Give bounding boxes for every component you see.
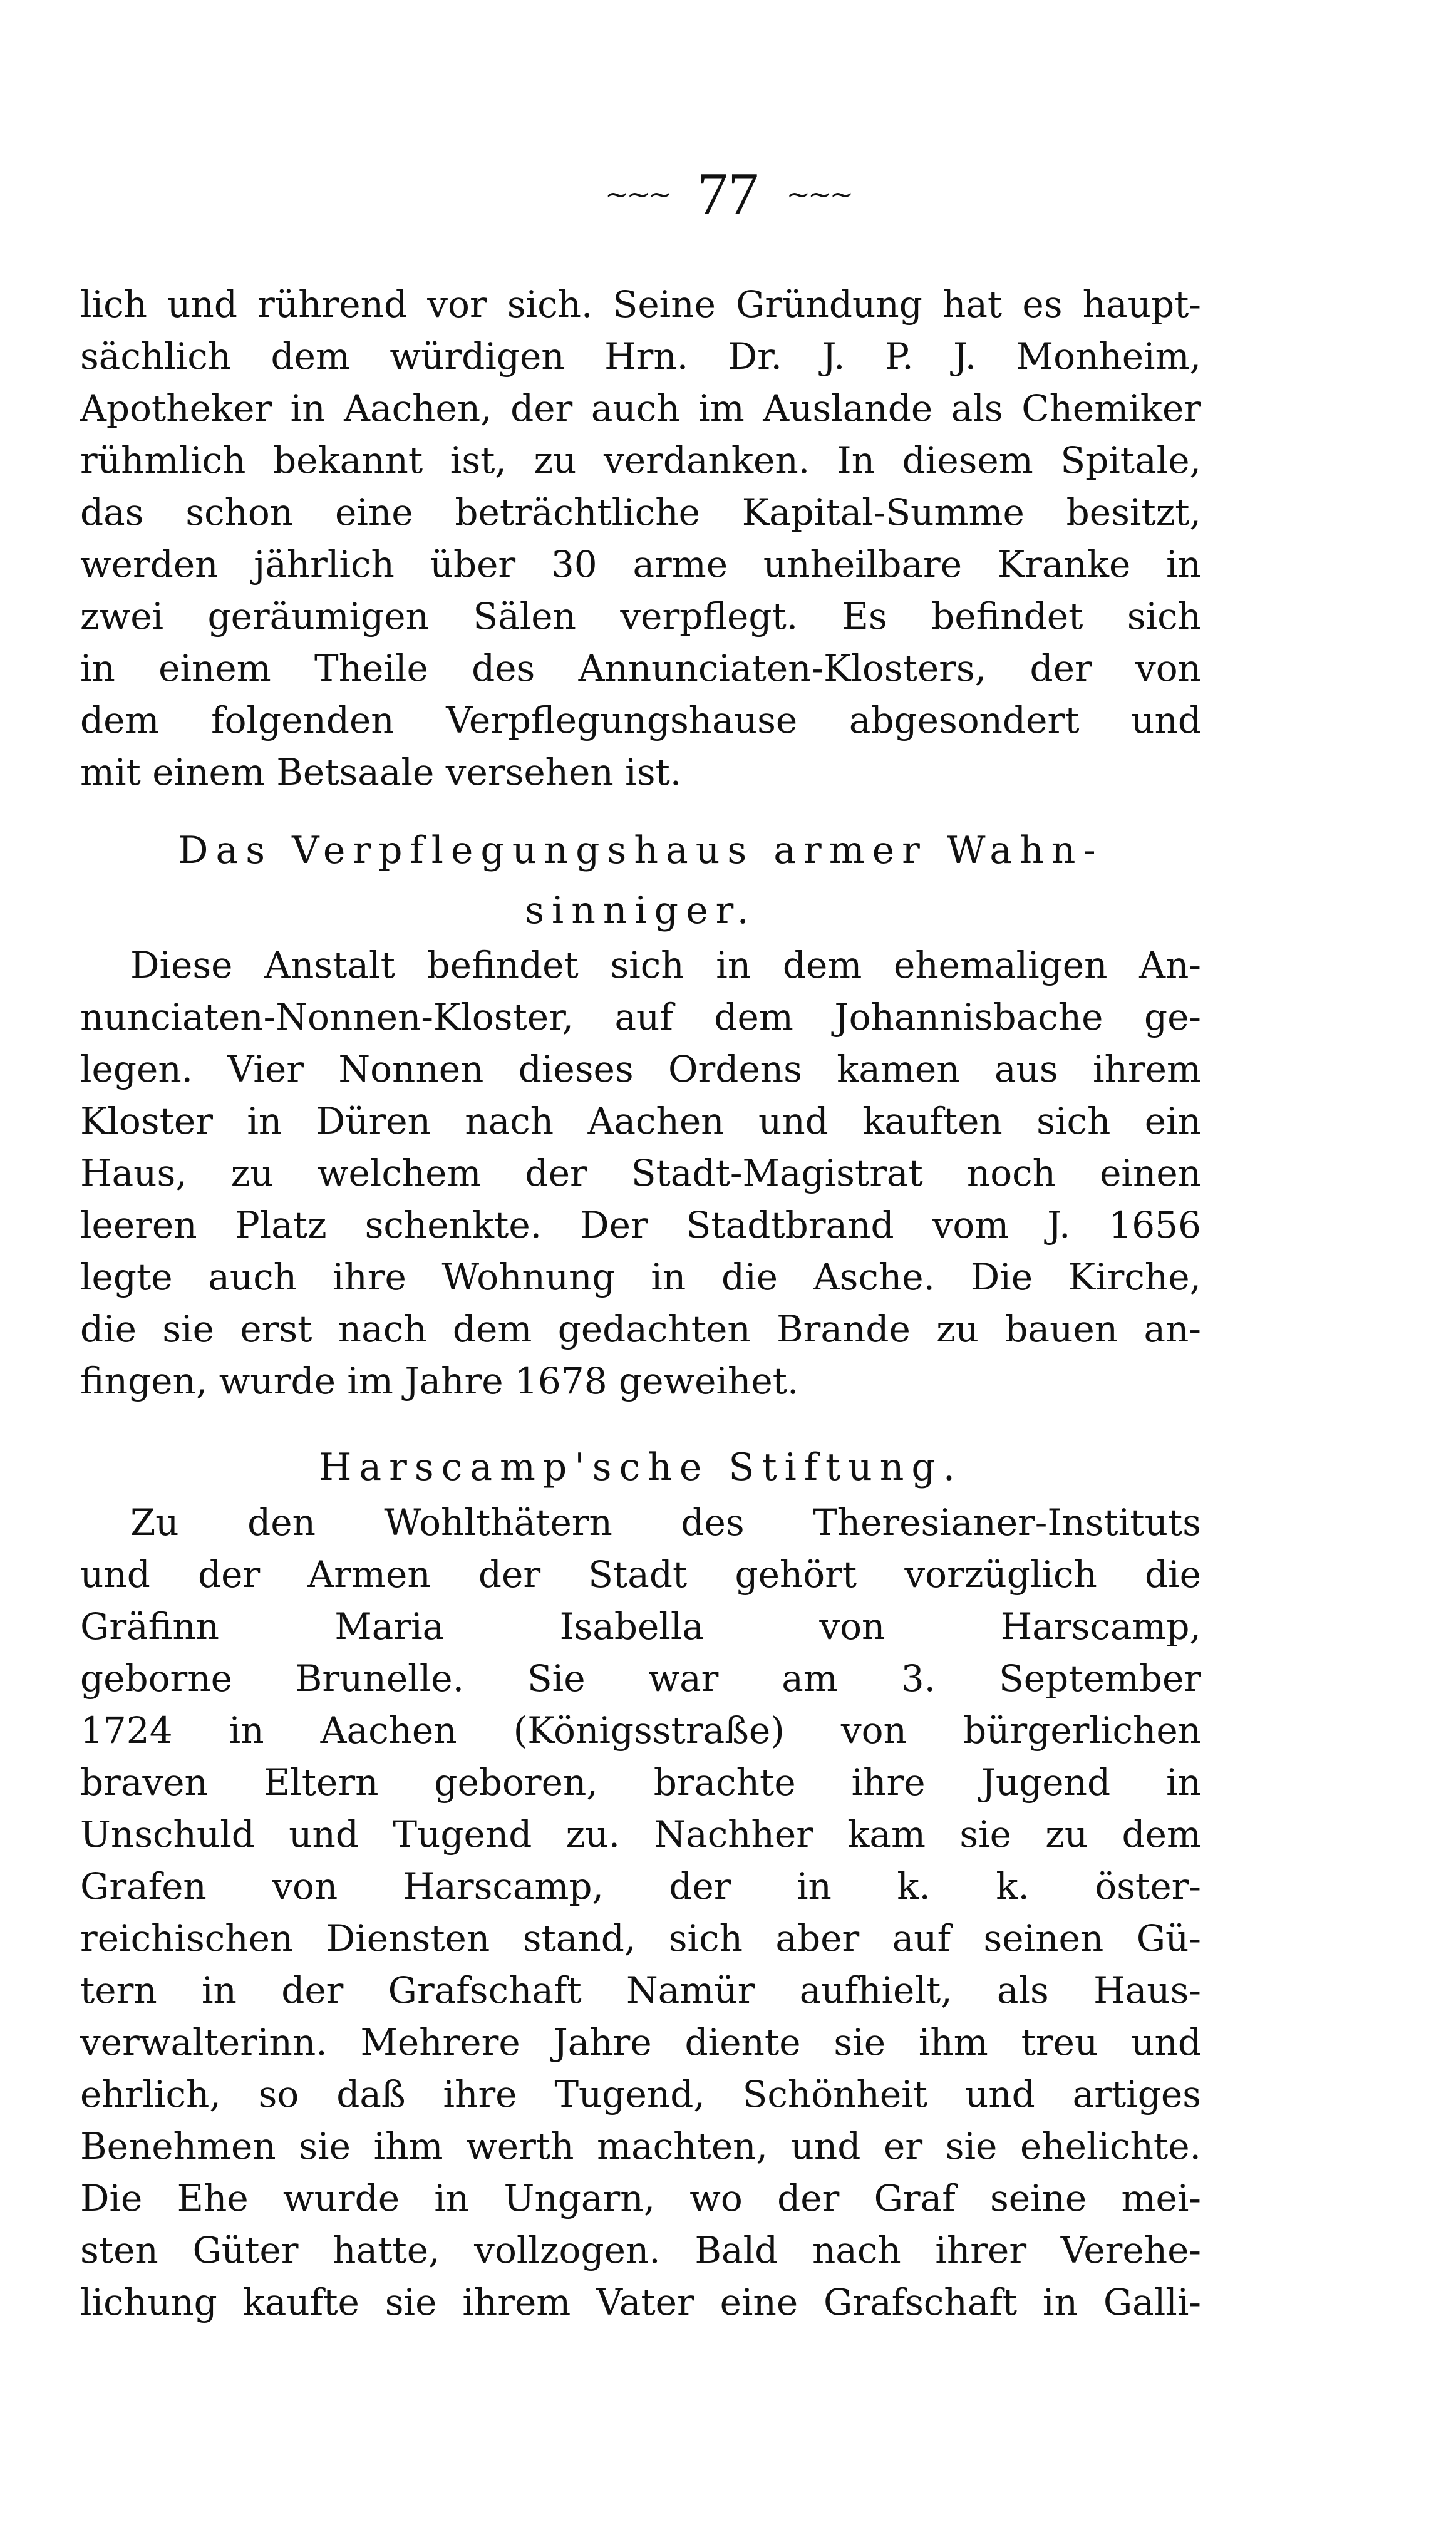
text-line: die sie erst nach dem gedachten Brande zu bauen an- — [80, 1308, 1201, 1350]
text-line: Diese Anstalt befindet sich in dem ehemaligen An- — [130, 944, 1201, 986]
heading-line: Harscamp'sche Stiftung. — [319, 1445, 963, 1489]
text-line: reichischen Diensten stand, sich aber auf seinen Gü- — [80, 1917, 1201, 1960]
section-heading-verpflegungshaus — [80, 820, 1201, 941]
text-line: nunciaten-Nonnen-Kloster, auf dem Johannisbache ge- — [80, 996, 1201, 1038]
text-line: Apotheker in Aachen, der auch im Auslande als Chemiker — [80, 387, 1201, 430]
text-line: Zu den Wohlthätern des Theresianer-Instituts — [130, 1501, 1201, 1544]
text-line: Kloster in Düren nach Aachen und kauften sich ein — [80, 1100, 1201, 1142]
text-line: leeren Platz schenkte. Der Stadtbrand vom J. 1656 — [80, 1204, 1201, 1246]
text-line: verwalterinn. Mehrere Jahre diente sie ihm treu und — [80, 2021, 1201, 2064]
text-line: und der Armen der Stadt gehört vorzüglich die — [80, 1553, 1201, 1596]
text-line: mit einem Betsaale versehen ist. — [80, 751, 682, 793]
paragraph-continued — [80, 279, 1201, 798]
text-line: Unschuld und Tugend zu. Nachher kam sie zu dem — [80, 1813, 1201, 1856]
text-line: Benehmen sie ihm werth machten, und er sie ehelichte. — [80, 2125, 1201, 2168]
text-line: lichung kaufte sie ihrem Vater eine Grafschaft in Galli- — [80, 2281, 1201, 2323]
text-line: lich und rührend vor sich. Seine Gründung hat es haupt- — [80, 283, 1201, 326]
heading-line: sinniger. — [525, 889, 756, 933]
text-line: das schon eine beträchtliche Kapital-Summe besitzt, — [80, 491, 1201, 534]
text-line: werden jährlich über 30 arme unheilbare Kranke in — [80, 543, 1201, 586]
ornament-right: ~~~ — [786, 177, 852, 211]
text-line: dem folgenden Verpflegungshause abgesondert und — [80, 699, 1201, 742]
text-line: legte auch ihre Wohnung in die Asche. Die Kirche, — [80, 1256, 1201, 1298]
text-line: sächlich dem würdigen Hrn. Dr. J. P. J. Monheim, — [80, 335, 1201, 378]
text-line: braven Eltern geboren, brachte ihre Jugend in — [80, 1761, 1201, 1804]
text-line: tern in der Grafschaft Namür aufhielt, als Haus- — [80, 1969, 1201, 2012]
text-line: geborne Brunelle. Sie war am 3. September — [80, 1657, 1201, 1700]
text-line: in einem Theile des Annunciaten-Klosters, der von — [80, 647, 1201, 690]
text-line: rühmlich bekannt ist, zu verdanken. In diesem Spitale, — [80, 439, 1201, 482]
paragraph-harscamp — [80, 1497, 1201, 2328]
page-number: 77 — [697, 160, 759, 228]
text-line: Grafen von Harscamp, der in k. k. öster- — [80, 1865, 1201, 1908]
paragraph-anstalt — [80, 939, 1201, 1407]
ornament-left: ~~~ — [604, 177, 670, 211]
page-header — [0, 160, 1456, 229]
text-line: zwei geräumigen Sälen verpflegt. Es befindet sich — [80, 595, 1201, 638]
heading-line: Das Verpflegungshaus armer Wahn- — [178, 829, 1103, 872]
section-heading-harscamp — [80, 1437, 1201, 1497]
text-line: sten Güter hatte, vollzogen. Bald nach ihrer Verehe- — [80, 2229, 1201, 2271]
text-line: Haus, zu welchem der Stadt-Magistrat noch einen — [80, 1152, 1201, 1194]
text-line: Gräfinn Maria Isabella von Harscamp, — [80, 1605, 1201, 1648]
text-line: fingen, wurde im Jahre 1678 geweihet. — [80, 1360, 799, 1402]
text-line: legen. Vier Nonnen dieses Ordens kamen aus ihrem — [80, 1048, 1201, 1090]
text-line: ehrlich, so daß ihre Tugend, Schönheit und artiges — [80, 2073, 1201, 2116]
text-line: Die Ehe wurde in Ungarn, wo der Graf seine mei- — [80, 2177, 1201, 2220]
text-line: 1724 in Aachen (Königsstraße) von bürgerlichen — [80, 1709, 1201, 1752]
